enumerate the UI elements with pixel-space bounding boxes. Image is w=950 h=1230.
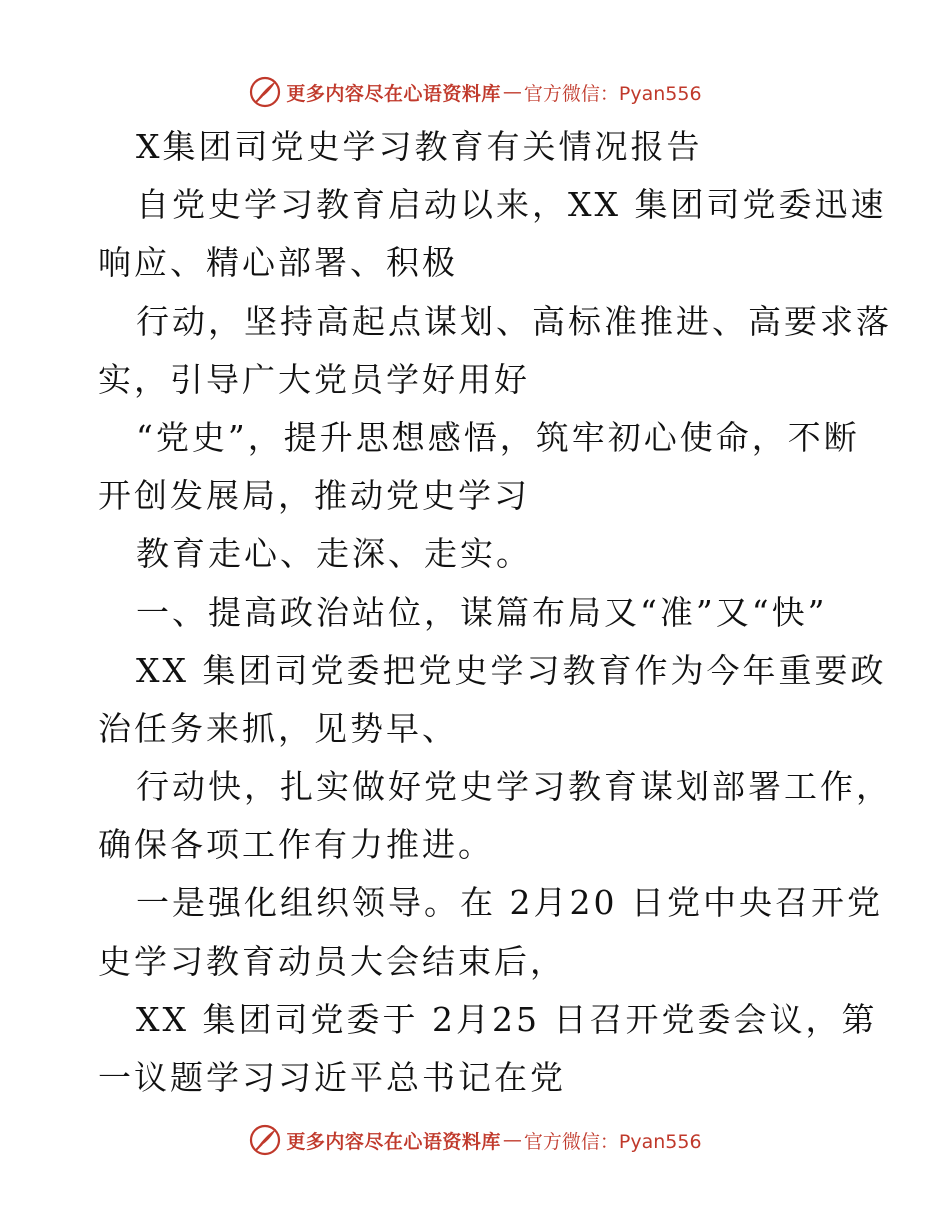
paragraph-line: 行动，坚持高起点谋划、高标准推进、高要求落 [136, 301, 892, 341]
watermark-account: 官方微信：Pyan556 [523, 1130, 702, 1153]
paragraph-line: 开创发展局，推动党史学习 [98, 476, 530, 516]
paragraph-line: XX 集团司党委于 2月25 日召开党委会议，第 [136, 999, 878, 1039]
paragraph-line: 实，引导广大党员学好用好 [98, 359, 530, 399]
paragraph-line: 一是强化组织领导。在 2月20 日党中央召开党 [136, 883, 883, 923]
paragraph-line: XX 集团司党委把党史学习教育作为今年重要政 [136, 650, 887, 690]
section-heading: 一、提高政治站位，谋篇布局又“准”又“快” [136, 592, 828, 632]
paragraph-line: 史学习教育动员大会结束后， [98, 941, 566, 981]
paragraph-line: 行动快，扎实做好党史学习教育谋划部署工作， [136, 767, 892, 807]
paragraph-line: 一议题学习习近平总书记在党 [98, 1058, 566, 1097]
watermark-header [0, 72, 950, 112]
watermark-text: 更多内容尽在心语资料库 [286, 1130, 501, 1153]
watermark-footer [0, 1120, 950, 1160]
paragraph-line: 响应、精心部署、积极 [98, 243, 458, 283]
paragraph-line: “党史”，提升思想感悟，筑牢初心使命，不断 [136, 417, 860, 457]
paragraph-line: 确保各项工作有力推进。 [98, 825, 494, 865]
watermark-separator: — [502, 1129, 522, 1151]
feather-pen-seal-icon [248, 75, 282, 109]
watermark-separator: — [502, 81, 522, 103]
watermark-text: 更多内容尽在心语资料库 [286, 82, 501, 105]
paragraph-line: 治任务来抓，见势早、 [98, 708, 458, 748]
watermark-account: 官方微信：Pyan556 [523, 82, 702, 105]
paragraph-line: 自党史学习教育启动以来，XX 集团司党委迅速 [136, 185, 887, 225]
document-body [98, 118, 892, 1107]
document-title: X集团司党史学习教育有关情况报告 [136, 127, 703, 166]
paragraph-line: 教育走心、走深、走实。 [136, 534, 532, 574]
feather-pen-seal-icon [248, 1123, 282, 1157]
